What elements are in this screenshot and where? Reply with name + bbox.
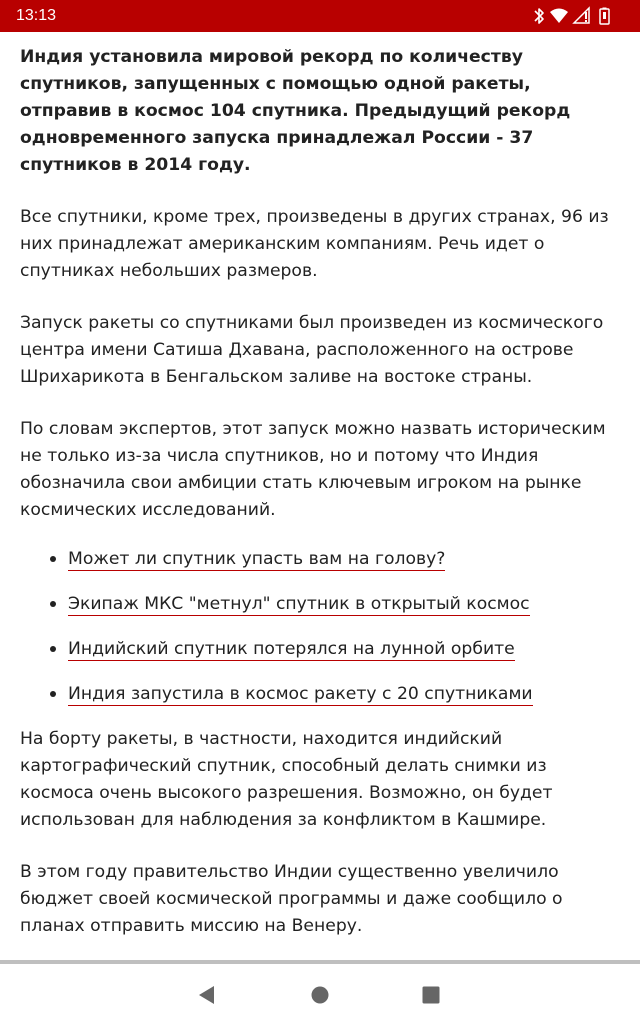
list-item — [20, 636, 624, 681]
bullet-icon — [50, 556, 56, 562]
related-links-list — [20, 546, 624, 726]
list-item — [20, 546, 624, 591]
list-item — [20, 591, 624, 636]
article-paragraph: В этом году правительство Индии существенно увеличило бюджет своей космической программы и даже сообщило о планах отправить миссию на Венеру. — [20, 862, 563, 936]
signal-icon — [574, 8, 589, 23]
bluetooth-icon — [535, 9, 543, 23]
status-time: 13:13 — [16, 7, 57, 24]
article-paragraph: На борту ракеты, в частности, находится индийский картографический спутник, способный делать снимки из космоса очень высокого разрешения. Возможно, он будет использован для наблюдения за конфликтом в Кашмире. — [20, 729, 553, 830]
article-lead: Индия установила мировой рекорд по количеству спутников, запущенных с помощью одной ракеты, отправив в космос 104 спутника. Предыдущий рекорд одновременного запуска принадлежал России - 37 спутников в 2014 году. — [20, 47, 571, 175]
recents-square-icon[interactable] — [420, 984, 442, 1006]
status-bar — [0, 0, 640, 32]
article-body — [20, 44, 624, 940]
battery-icon — [600, 8, 609, 25]
bullet-icon — [50, 691, 56, 697]
navigation-bar — [0, 964, 640, 1024]
article-paragraph: Все спутники, кроме трех, произведены в других странах, 96 из них принадлежат американским компаниям. Речь идет о спутниках небольших размеров. — [20, 207, 609, 281]
bullet-icon — [50, 646, 56, 652]
back-triangle-icon[interactable] — [196, 984, 218, 1006]
article-paragraph: По словам экспертов, этот запуск можно назвать историческим не только из-за числа спутников, но и потому что Индия обозначила свои амбиции стать ключевым игроком на рынке космических исследований. — [20, 419, 606, 520]
related-link-2[interactable]: Экипаж МКС "метнул" спутник в открытый космос — [68, 594, 530, 614]
related-link-3[interactable]: Индийский спутник потерялся на лунной орбите — [68, 639, 515, 659]
related-link-1[interactable]: Может ли спутник упасть вам на голову? — [68, 549, 446, 569]
article-paragraph: Запуск ракеты со спутниками был произведен из космического центра имени Сатиша Дхавана, расположенного на острове Шрихарикота в Бенгальском заливе на востоке страны. — [20, 313, 604, 387]
bullet-icon — [50, 601, 56, 607]
related-link-4[interactable]: Индия запустила в космос ракету с 20 спутниками — [68, 684, 533, 704]
status-icons — [532, 6, 632, 26]
list-item — [20, 681, 624, 726]
wifi-icon — [550, 9, 568, 24]
home-circle-icon[interactable] — [309, 984, 331, 1006]
